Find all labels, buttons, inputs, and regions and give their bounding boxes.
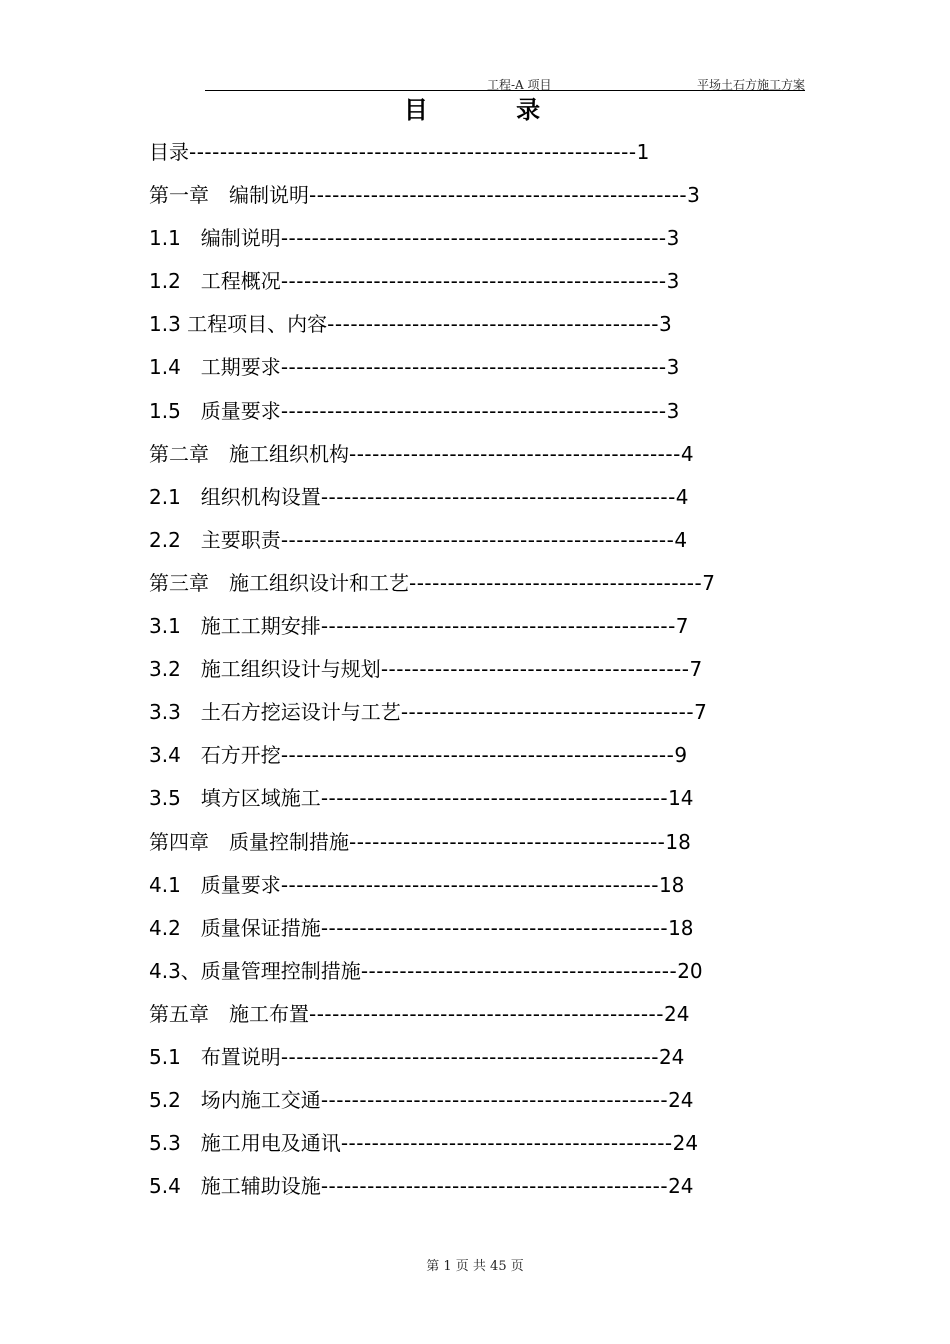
toc-leader: --------------------------------------------------: [280, 355, 667, 380]
toc-entry[interactable]: [149, 352, 819, 395]
toc-page-number: 3: [666, 355, 680, 380]
toc-leader: ---------------------------------------------: [320, 786, 669, 811]
page-header: [205, 76, 805, 91]
toc-entry-label: 第二章 施工组织机构: [149, 441, 349, 466]
toc-entry-label: 2.1 组织机构设置: [149, 484, 321, 509]
toc-entry[interactable]: [149, 999, 819, 1042]
toc-page-number: 18: [668, 915, 694, 940]
toc-page-number: 7: [689, 657, 703, 682]
toc-entry-label: 1.3 工程项目、内容: [149, 312, 328, 337]
toc-entry[interactable]: [149, 482, 819, 525]
toc-page-number: 7: [694, 700, 707, 725]
toc-page-number: 24: [672, 1131, 699, 1156]
toc-leader: ----------------------------------------------------------: [189, 140, 637, 164]
toc-leader: --------------------------------------: [400, 700, 695, 725]
toc-page-number: 4: [674, 527, 688, 552]
toc-leader: -----------------------------------------: [360, 958, 678, 983]
toc-entry-label: 3.3 土石方挖运设计与工艺: [149, 700, 401, 725]
toc-entry-label: 第一章 编制说明: [149, 183, 309, 208]
toc-entry-label: 4.3、质量管理控制措施: [149, 958, 361, 983]
toc-entry-label: 5.2 场内施工交通: [149, 1088, 321, 1113]
toc-page-number: 24: [663, 1001, 690, 1026]
header-project-name: 工程-A 项目: [487, 78, 552, 92]
toc-page-number: 1: [636, 140, 650, 164]
toc-entry-label: 5.1 布置说明: [149, 1044, 281, 1069]
toc-entry[interactable]: [149, 568, 819, 611]
toc-entry-label: 目录: [149, 140, 189, 164]
toc-entry-label: 5.3 施工用电及通讯: [149, 1131, 341, 1156]
toc-leader: ----------------------------------------------: [309, 1001, 664, 1026]
toc-leader: -------------------------------------------------: [309, 183, 688, 208]
toc-entry[interactable]: [149, 783, 819, 826]
toc-entry-label: 5.4 施工辅助设施: [149, 1174, 321, 1199]
toc-leader: ----------------------------------------------: [320, 484, 676, 509]
toc-entry-label: 3.4 石方开挖: [149, 743, 281, 768]
toc-entry[interactable]: [149, 396, 819, 439]
toc-page-number: 3: [666, 398, 680, 423]
toc-page-number: 3: [666, 226, 680, 251]
toc-leader: --------------------------------------------------: [280, 269, 667, 294]
toc-entry-label: 1.4 工期要求: [149, 355, 281, 380]
toc-title: 目 录: [403, 96, 581, 124]
toc-entry[interactable]: [149, 870, 819, 913]
toc-entry[interactable]: [149, 1171, 819, 1214]
toc-entry[interactable]: [149, 439, 819, 482]
toc-entry[interactable]: [149, 1042, 819, 1085]
toc-page-number: 7: [702, 570, 715, 595]
toc-leader: ---------------------------------------------: [320, 1088, 669, 1113]
toc-entry-label: 第四章 质量控制措施: [149, 829, 349, 854]
toc-entry[interactable]: [149, 611, 819, 654]
toc-entry-label: 第五章 施工布置: [149, 1001, 309, 1026]
toc-page-number: 4: [675, 484, 689, 509]
page-footer: 第 1 页 共 45 页: [426, 1259, 524, 1274]
toc-entry[interactable]: [149, 913, 819, 956]
toc-entry[interactable]: [149, 827, 819, 870]
header-document-title: 平场土石方施工方案: [696, 78, 805, 92]
toc-entry-label: 1.1 编制说明: [149, 226, 281, 251]
toc-entry[interactable]: [149, 740, 819, 783]
toc-entry[interactable]: [149, 697, 819, 740]
toc-leader: -------------------------------------------------: [280, 1044, 659, 1069]
toc-entry[interactable]: [149, 266, 819, 309]
toc-entry[interactable]: [149, 137, 819, 180]
toc-page-number: 24: [668, 1174, 694, 1199]
toc-page-number: 9: [674, 743, 688, 768]
toc-page-number: 18: [658, 872, 685, 897]
toc-page-number: 18: [665, 829, 691, 854]
toc-page-number: 3: [687, 183, 700, 208]
toc-leader: -------------------------------------------------: [280, 872, 659, 897]
toc-entry[interactable]: [149, 956, 819, 999]
toc-entry-label: 3.5 填方区域施工: [149, 786, 321, 811]
toc-page-number: 3: [666, 269, 680, 294]
table-of-contents: [149, 137, 819, 1214]
toc-leader: -------------------------------------------: [327, 312, 659, 337]
toc-leader: ---------------------------------------------------: [280, 527, 675, 552]
toc-page-number: 20: [677, 958, 703, 983]
toc-leader: -------------------------------------------: [340, 1131, 673, 1156]
toc-entry-label: 4.2 质量保证措施: [149, 915, 321, 940]
toc-page-number: 3: [659, 312, 672, 337]
toc-entry-label: 3.2 施工组织设计与规划: [149, 657, 381, 682]
toc-entry-label: 2.2 主要职责: [149, 527, 281, 552]
toc-leader: ---------------------------------------------------: [280, 743, 675, 768]
toc-entry-label: 4.1 质量要求: [149, 872, 281, 897]
toc-leader: --------------------------------------: [409, 570, 703, 595]
toc-leader: ----------------------------------------------: [320, 614, 676, 639]
toc-entry[interactable]: [149, 654, 819, 697]
toc-leader: ----------------------------------------: [380, 657, 690, 682]
toc-entry-label: 1.2 工程概况: [149, 269, 281, 294]
toc-leader: -------------------------------------------: [349, 441, 681, 466]
toc-entry-label: 1.5 质量要求: [149, 398, 281, 423]
toc-entry[interactable]: [149, 180, 819, 223]
toc-entry-label: 第三章 施工组织设计和工艺: [149, 570, 409, 595]
toc-entry-label: 3.1 施工工期安排: [149, 614, 321, 639]
toc-page-number: 24: [658, 1044, 685, 1069]
toc-page-number: 24: [668, 1088, 694, 1113]
toc-leader: -----------------------------------------: [349, 829, 666, 854]
toc-leader: ---------------------------------------------: [320, 915, 669, 940]
toc-entry[interactable]: [149, 223, 819, 266]
toc-entry[interactable]: [149, 309, 819, 352]
toc-page-number: 7: [675, 614, 689, 639]
toc-page-number: 14: [668, 786, 694, 811]
toc-entry[interactable]: [149, 1128, 819, 1171]
toc-leader: --------------------------------------------------: [280, 398, 667, 423]
toc-page-number: 4: [680, 441, 694, 466]
toc-leader: --------------------------------------------------: [280, 226, 667, 251]
toc-entry[interactable]: [149, 525, 819, 568]
toc-leader: ---------------------------------------------: [320, 1174, 669, 1199]
toc-entry[interactable]: [149, 1085, 819, 1128]
